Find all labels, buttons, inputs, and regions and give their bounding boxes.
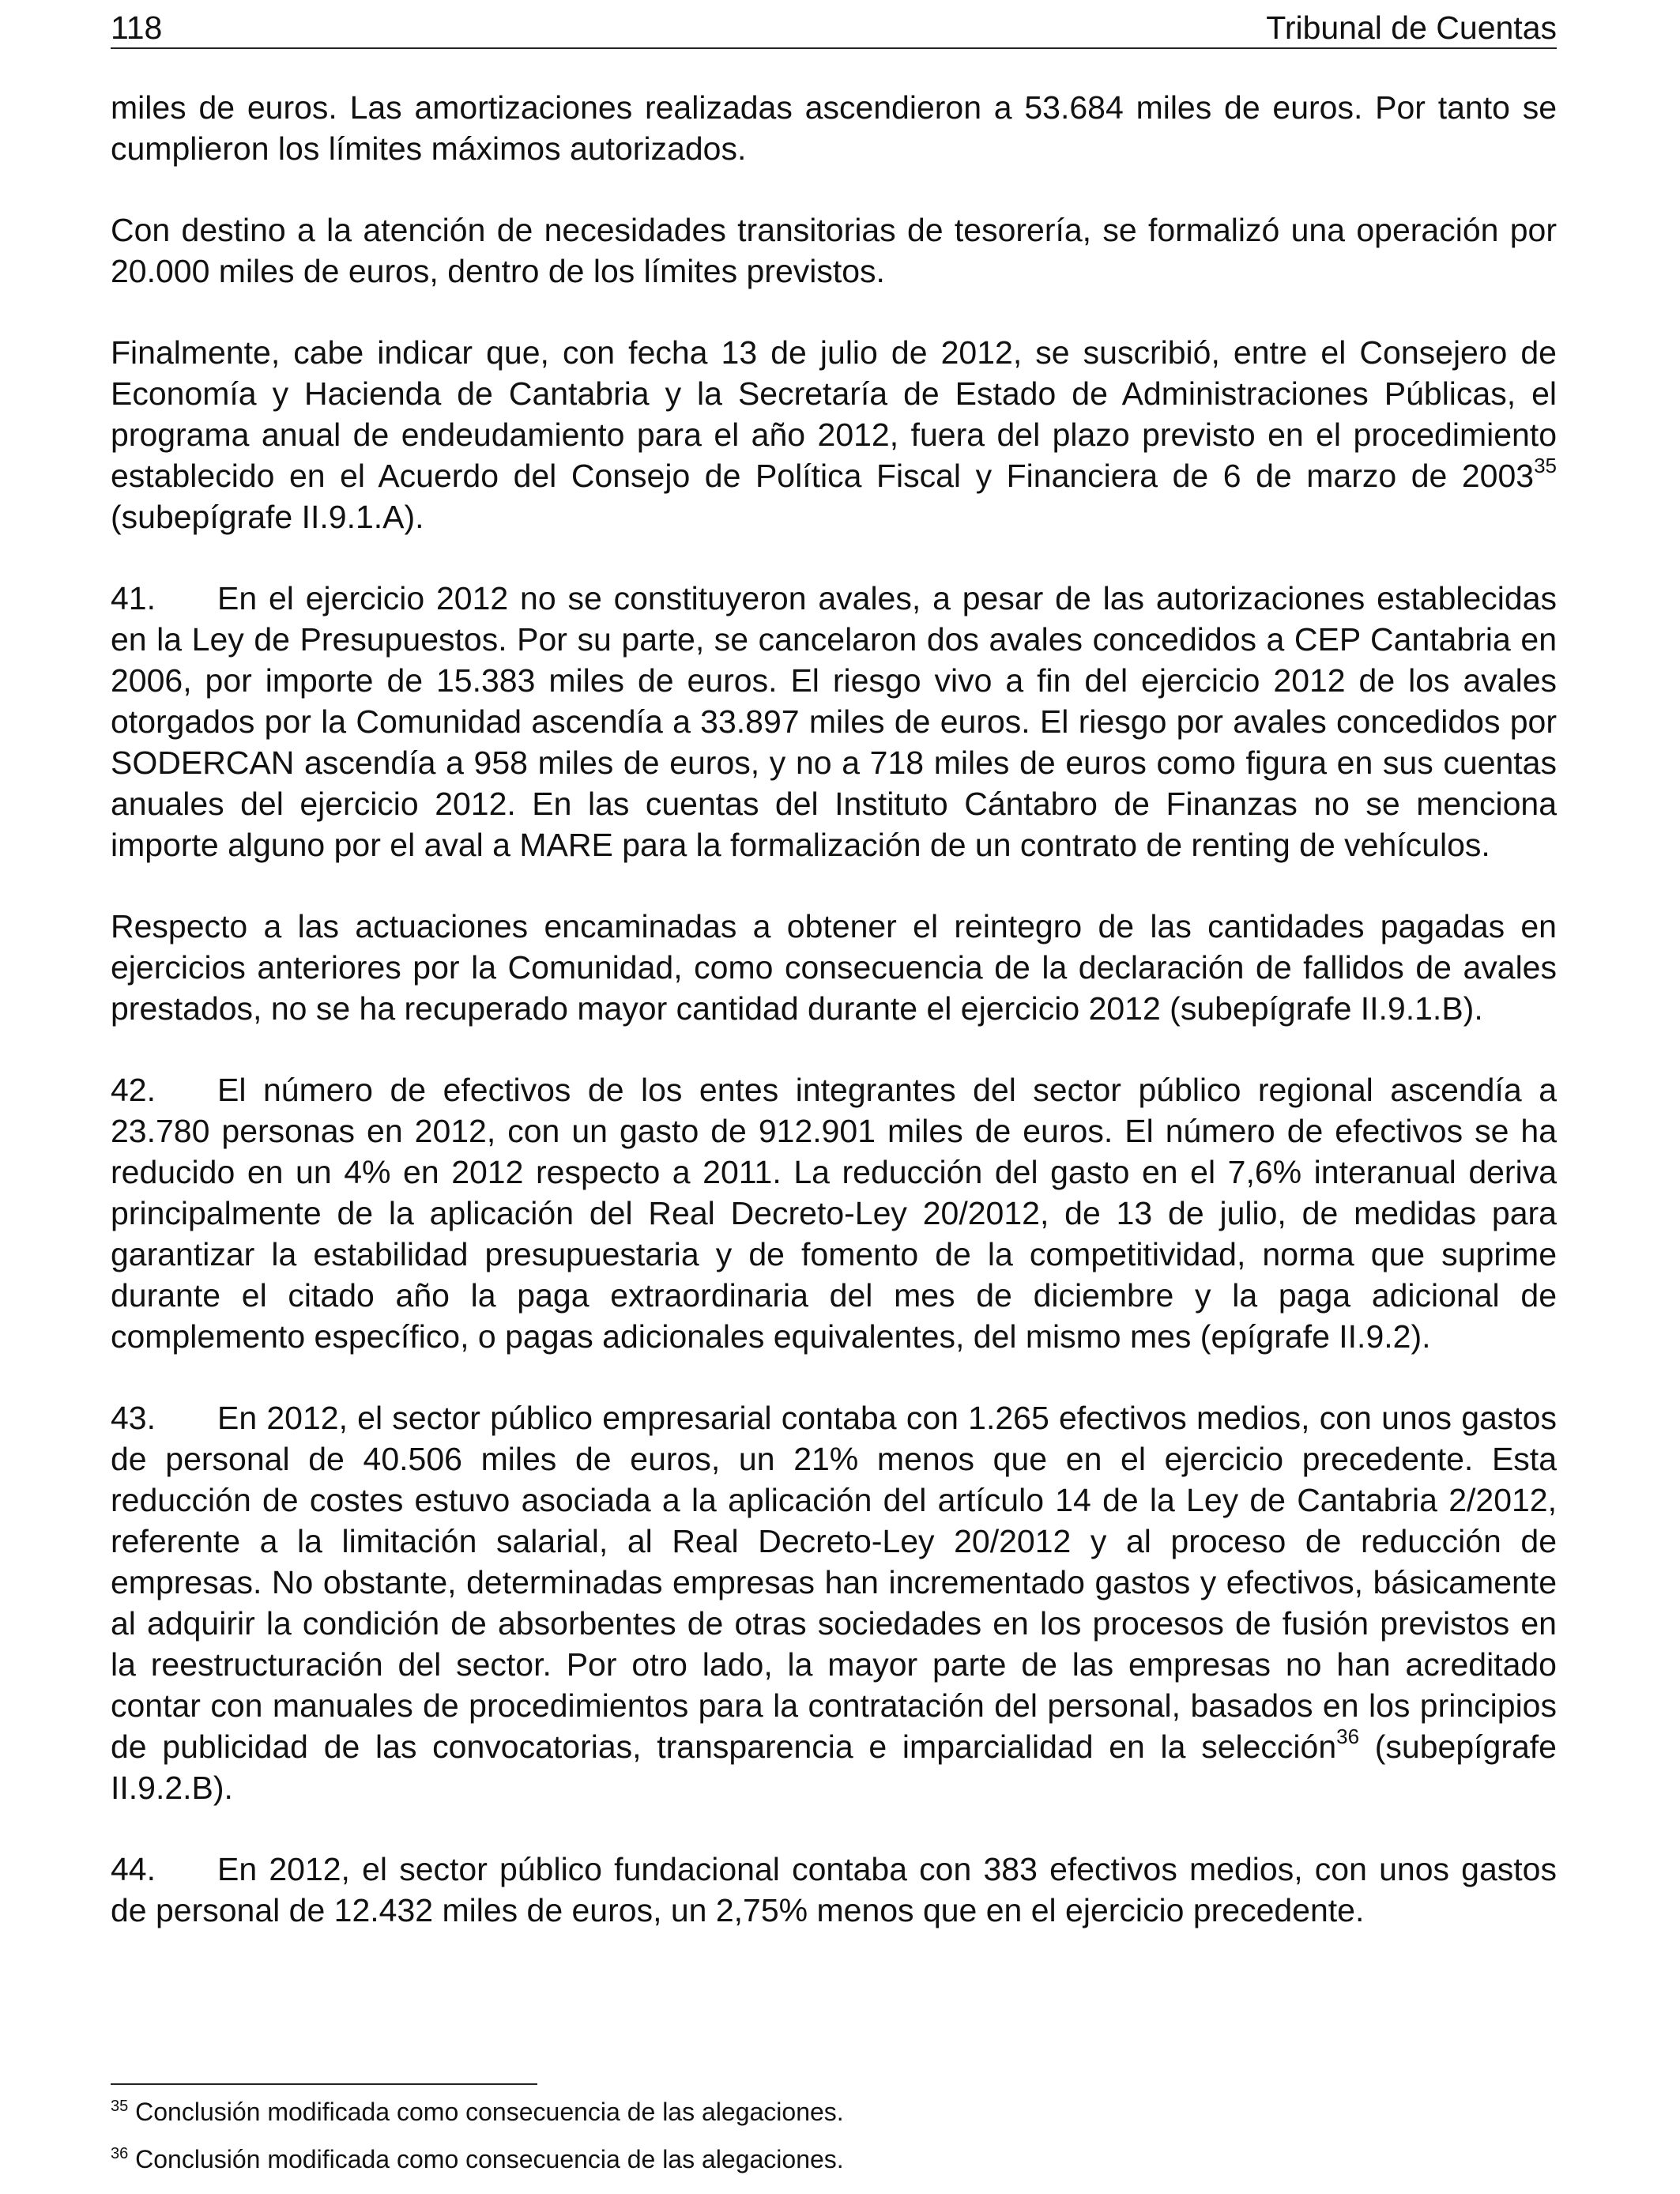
paragraph-text: En 2012, el sector público fundacional contaba con 383 efectivos medios, con unos gastos de personal de 12.432 miles de euros, un 2,75% menos que en el ejercicio precedente. [111,1851,1557,1928]
paragraph-text: Finalmente, cabe indicar que, con fecha 13 de julio de 2012, se suscribió, entre el Consejero de Economía y Hacienda de Cantabria y la Secretaría de Estado de Administraciones Públicas, el programa anual de endeudamiento para el año 2012, fuera del plazo previsto en el procedimiento establecido en el Acuerdo del Consejo de Política Fiscal y Financiera de 6 de marzo de 2003 [111,334,1557,494]
paragraph [111,87,1557,169]
paragraph [111,906,1557,1029]
page-header [111,8,1557,49]
paragraph-number: 44. [111,1851,156,1887]
paragraph-text-tail: (subepígrafe II.9.2.B). [111,1728,1557,1806]
paragraph-number: 41. [111,580,156,616]
numbered-paragraph-42 [111,1069,1557,1357]
footnote-mark: 35 [111,2098,129,2115]
footnote-text: Conclusión modificada como consecuencia de las alegaciones. [135,2098,844,2126]
paragraph [111,209,1557,292]
paragraph-text: Con destino a la atención de necesidades transitorias de tesorería, se formalizó una operación por 20.000 miles de euros, dentro de los límites previstos. [111,212,1557,289]
paragraph-text: En el ejercicio 2012 no se constituyeron avales, a pesar de las autorizaciones establecidas en la Ley de Presupuestos. Por su parte, se cancelaron dos avales concedidos a CEP Cantabria en 2006, por importe de 15.383 miles de euros. El riesgo vivo a fin del ejercicio 2012 de los avales otorgados por la Comunidad ascendía a 33.897 miles de euros. El riesgo por avales concedidos por SODERCAN ascendía a 958 miles de euros, y no a 718 miles de euros como figura en sus cuentas anuales del ejercicio 2012. En las cuentas del Instituto Cántabro de Finanzas no se menciona importe alguno por el aval a MARE para la formalización de un contrato de renting de vehículos. [111,580,1557,863]
paragraph-number: 42. [111,1072,156,1108]
numbered-paragraph-44 [111,1849,1557,1931]
numbered-paragraph-43 [111,1397,1557,1808]
paragraph-text: Respecto a las actuaciones encaminadas a obtener el reintegro de las cantidades pagadas en ejercicios anteriores por la Comunidad, como consecuencia de la declaración de fallidos de avales prestados, no se ha recuperado mayor cantidad durante el ejercicio 2012 (subepígrafe II.9.1.B). [111,908,1557,1027]
paragraph-text: En 2012, el sector público empresarial contaba con 1.265 efectivos medios, con unos gastos de personal de 40.506 miles de euros, un 21% menos que en el ejercicio precedente. Esta reducción de costes estuvo asociada a la aplicación del artículo 14 de la Ley de Cantabria 2/2012, referente a la limitación salarial, al Real Decreto-Ley 20/2012 y al proceso de reducción de empresas. No obstante, determinadas empresas han incrementado gastos y efectivos, básicamente al adquirir la condición de absorbentes de otras sociedades en los procesos de fusión previstos en la reestructuración del sector. Por otro lado, la mayor parte de las empresas no han acreditado contar con manuales de procedimientos para la contratación del personal, basados en los principios de publicidad de las convocatorias, transparencia e imparcialidad en la selección [111,1400,1557,1765]
paragraph [111,332,1557,537]
numbered-paragraph-41 [111,578,1557,865]
footnote-text: Conclusión modificada como consecuencia de las alegaciones. [135,2145,844,2173]
footnote [111,2096,844,2128]
footnote-ref: 35 [1534,454,1557,477]
paragraph-text: miles de euros. Las amortizaciones realizadas ascendieron a 53.684 miles de euros. Por tanto se cumplieron los límites máximos autorizados. [111,89,1557,167]
document-body [111,87,1557,1971]
footnote [111,2143,844,2175]
paragraph-text: El número de efectivos de los entes integrantes del sector público regional ascendía a 23.780 personas en 2012, con un gasto de 912.901 miles de euros. El número de efectivos se ha reducido en un 4% en 2012 respecto a 2011. La reducción del gasto en el 7,6% interanual deriva principalmente de la aplicación del Real Decreto-Ley 20/2012, de 13 de julio, de medidas para garantizar la estabilidad presupuestaria y de fomento de la competitividad, norma que suprime durante el citado año la paga extraordinaria del mes de diciembre y la paga adicional de complemento específico, o pagas adicionales equivalentes, del mismo mes (epígrafe II.9.2). [111,1072,1557,1355]
paragraph-text-tail: (subepígrafe II.9.1.A). [111,499,424,535]
page-number: 118 [111,9,163,46]
footnote-divider [111,2083,537,2085]
footnote-ref: 36 [1336,1725,1360,1748]
footnote-mark: 36 [111,2145,129,2162]
header-title: Tribunal de Cuentas [1266,9,1557,46]
paragraph-number: 43. [111,1400,156,1436]
